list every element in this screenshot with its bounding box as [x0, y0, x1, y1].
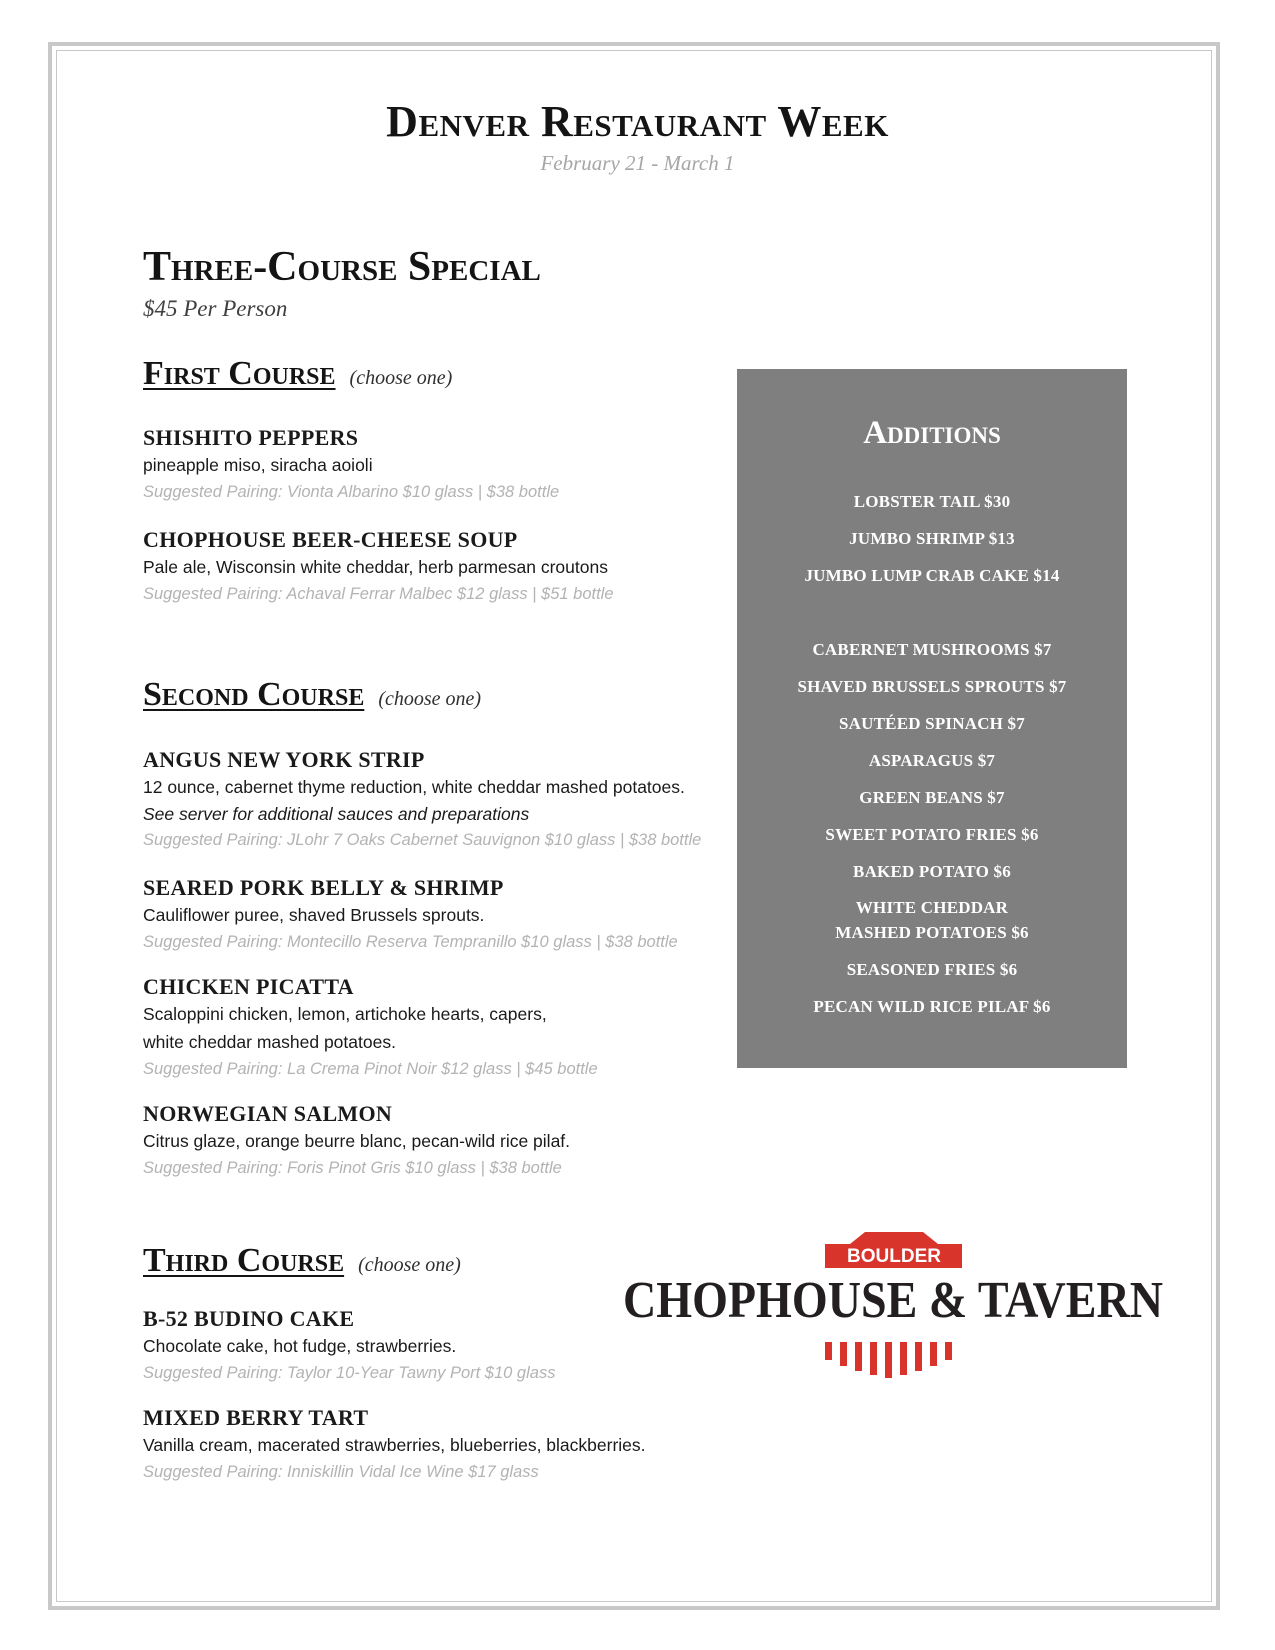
dish-description: Vanilla cream, macerated strawberries, blueberries, blackberries.	[143, 1435, 646, 1455]
dish-name: SHISHITO PEPPERS	[143, 425, 359, 450]
addition-item: WHITE CHEDDAR	[855, 898, 1009, 917]
special-price: $45 Per Person	[143, 296, 288, 321]
dish-item	[143, 527, 703, 607]
addition-item: GREEN BEANS $7	[859, 788, 1005, 807]
dish-description: Chocolate cake, hot fudge, strawberries.	[143, 1336, 457, 1356]
dish-name: CHOPHOUSE BEER-CHEESE SOUP	[143, 527, 518, 552]
addition-item: LOBSTER TAIL $30	[853, 492, 1011, 511]
course-title: First Course	[143, 355, 336, 392]
first-course-heading	[143, 355, 452, 393]
event-dates: February 21 - March 1	[540, 151, 735, 175]
dish-pairing: Suggested Pairing: Foris Pinot Gris $10 glass | $38 bottle	[143, 1159, 562, 1177]
dish-note: See server for additional sauces and preparations	[143, 804, 530, 824]
course-title: Second Course	[143, 676, 365, 713]
dish-pairing: Suggested Pairing: Inniskillin Vidal Ice Wine $17 glass	[143, 1463, 539, 1481]
dish-description: Pale ale, Wisconsin white cheddar, herb parmesan croutons	[143, 557, 608, 577]
dish-item	[143, 425, 703, 505]
logo-name-text: CHOPHOUSE & TAVERN	[623, 1272, 1163, 1329]
dish-item	[143, 1405, 703, 1485]
dish-pairing: Suggested Pairing: JLohr 7 Oaks Cabernet Sauvignon $10 glass | $38 bottle	[143, 831, 702, 849]
addition-item: ASPARAGUS $7	[868, 751, 996, 770]
dish-description: Citrus glaze, orange beurre blanc, pecan-wild rice pilaf.	[143, 1131, 571, 1151]
dish-pairing: Suggested Pairing: La Crema Pinot Noir $12 glass | $45 bottle	[143, 1060, 598, 1078]
third-course-heading	[143, 1242, 461, 1280]
chophouse-logo	[600, 1226, 1190, 1391]
addition-item: SEASONED FRIES $6	[846, 960, 1018, 979]
dish-name: NORWEGIAN SALMON	[143, 1101, 393, 1126]
event-title: Denver Restaurant Week	[386, 97, 889, 146]
addition-item: SWEET POTATO FRIES $6	[825, 825, 1039, 844]
logo-stripes-icon	[825, 1342, 952, 1378]
second-course-heading	[143, 676, 481, 714]
dish-name: B-52 BUDINO CAKE	[143, 1306, 355, 1331]
addition-item: MASHED POTATOES $6	[835, 923, 1029, 942]
dish-pairing: Suggested Pairing: Achaval Ferrar Malbec $12 glass | $51 bottle	[143, 585, 614, 603]
dish-description: Cauliflower puree, shaved Brussels sprouts.	[143, 905, 485, 925]
special-title: Three-Course Special	[143, 244, 541, 290]
dish-pairing: Suggested Pairing: Vionta Albarino $10 glass | $38 bottle	[143, 483, 560, 501]
dish-name: ANGUS NEW YORK STRIP	[143, 747, 425, 772]
dish-name: SEARED PORK BELLY & SHRIMP	[143, 875, 504, 900]
course-choose-note: (choose one)	[349, 367, 453, 389]
dish-description: Scaloppini chicken, lemon, artichoke hearts, capers,	[143, 1004, 547, 1024]
dish-description-line2: white cheddar mashed potatoes.	[143, 1032, 396, 1052]
course-title: Third Course	[143, 1242, 345, 1279]
dish-item	[143, 1101, 703, 1181]
dish-item	[143, 974, 703, 1082]
dish-pairing: Suggested Pairing: Taylor 10-Year Tawny Port $10 glass	[143, 1364, 556, 1382]
additions-panel	[737, 369, 1127, 1068]
logo-badge-text: BOULDER	[847, 1246, 941, 1267]
course-choose-note: (choose one)	[378, 688, 482, 710]
dish-item	[143, 875, 703, 955]
addition-item: JUMBO SHRIMP $13	[849, 529, 1015, 548]
addition-item: BAKED POTATO $6	[853, 862, 1011, 881]
addition-item: CABERNET MUSHROOMS $7	[812, 640, 1052, 659]
addition-item: PECAN WILD RICE PILAF $6	[813, 997, 1051, 1016]
addition-item: SHAVED BRUSSELS SPROUTS $7	[797, 677, 1067, 696]
dish-item	[143, 747, 703, 853]
addition-item: SAUTÉED SPINACH $7	[839, 714, 1025, 733]
dish-description: pineapple miso, siracha aoioli	[143, 455, 373, 475]
dish-name: CHICKEN PICATTA	[143, 974, 354, 999]
dish-pairing: Suggested Pairing: Montecillo Reserva Tempranillo $10 glass | $38 bottle	[143, 933, 678, 951]
dish-description: 12 ounce, cabernet thyme reduction, white cheddar mashed potatoes.	[143, 777, 685, 797]
addition-item: JUMBO LUMP CRAB CAKE $14	[804, 566, 1060, 585]
course-choose-note: (choose one)	[358, 1254, 461, 1276]
additions-title: Additions	[863, 415, 1001, 451]
dish-name: MIXED BERRY TART	[143, 1405, 369, 1430]
